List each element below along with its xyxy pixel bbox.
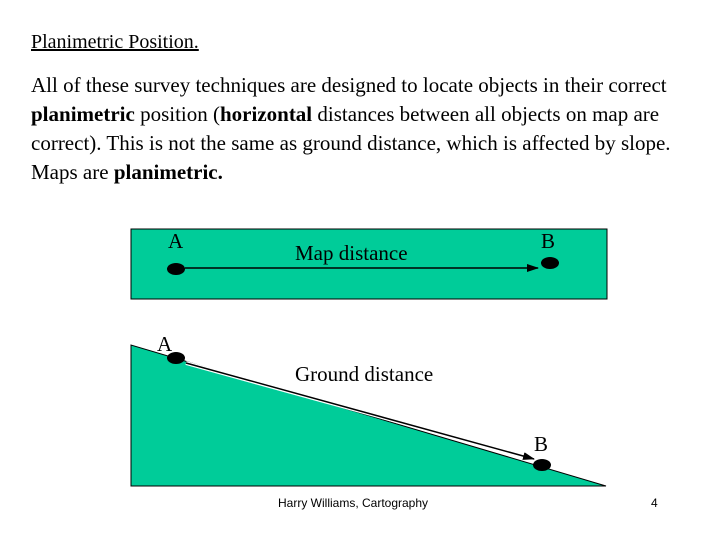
slide-title: Planimetric Position.: [31, 31, 199, 53]
map-point-a-label: A: [168, 229, 184, 253]
map-point-b-marker: [541, 257, 559, 269]
page-number: 4: [651, 496, 658, 510]
ground-distance-label: Ground distance: [295, 362, 434, 386]
map-point-a-marker: [167, 263, 185, 275]
body-text-segment: position (: [134, 102, 220, 126]
map-distance-label: Map distance: [295, 241, 408, 265]
footer-credit: Harry Williams, Cartography: [278, 496, 429, 510]
body-bold-planimetric: planimetric: [31, 102, 135, 126]
body-text-segment: All of these survey techniques are designed to locate objects in their correct: [31, 73, 667, 97]
ground-point-a-label: A: [157, 332, 173, 356]
body-bold-planimetric-end: planimetric.: [113, 160, 223, 184]
body-bold-horizontal: horizontal: [219, 102, 313, 126]
ground-point-b-marker: [533, 459, 551, 471]
ground-point-b-label: B: [534, 432, 549, 456]
body-text-segment: distances between all objects on map are correct). This is not the same as ground distance, which is affected by slope. Maps are: [31, 102, 671, 184]
map-point-b-label: B: [541, 229, 556, 253]
